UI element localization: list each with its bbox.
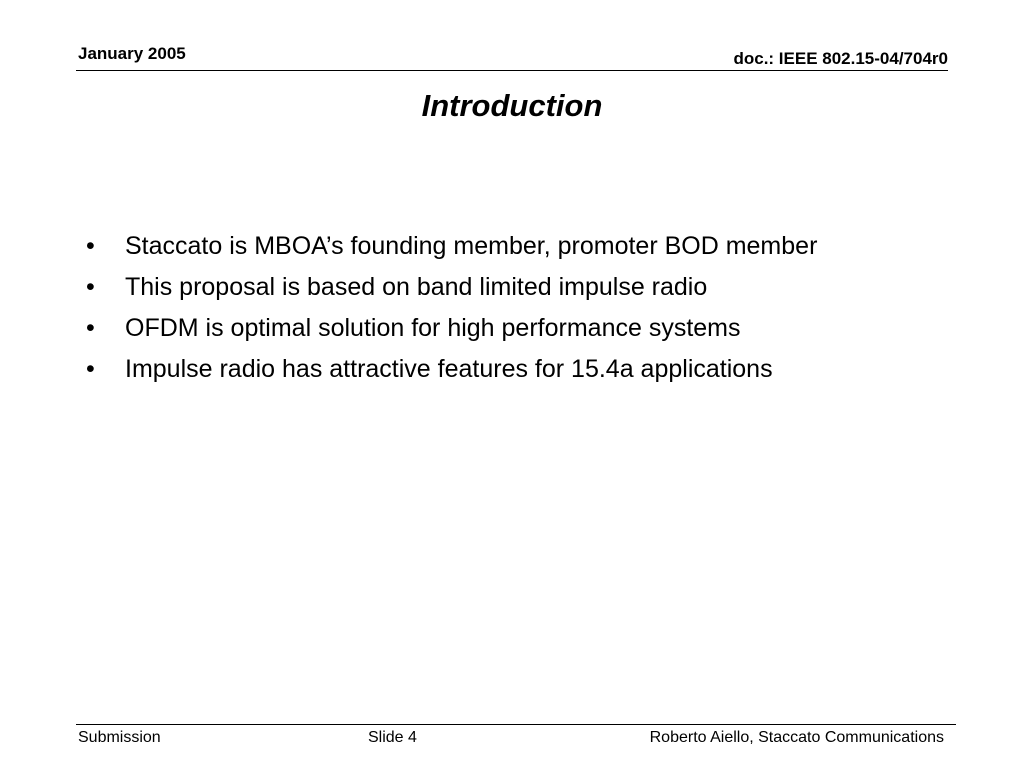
footer-slide-number: Slide 4 [368, 729, 417, 746]
bullet-dot-icon: • [86, 232, 95, 260]
bullet-list [86, 226, 966, 390]
bullet-item [86, 308, 966, 349]
header-divider [76, 70, 948, 71]
bullet-text: Impulse radio has attractive features for 15.4a applications [125, 355, 773, 383]
header-doc-id: doc.: IEEE 802.15-04/704r0 [733, 49, 948, 68]
bullet-item [86, 226, 966, 267]
footer-submission: Submission [78, 729, 161, 746]
bullet-text: OFDM is optimal solution for high performance systems [125, 314, 741, 342]
slide-title: Introduction [421, 88, 603, 123]
bullet-item [86, 267, 966, 308]
bullet-dot-icon: • [86, 314, 95, 342]
bullet-item [86, 349, 966, 390]
footer-author: Roberto Aiello, Staccato Communications [649, 729, 944, 746]
footer-divider [76, 724, 956, 725]
bullet-dot-icon: • [86, 273, 95, 301]
bullet-dot-icon: • [86, 355, 95, 383]
bullet-text: Staccato is MBOA’s founding member, promoter BOD member [125, 232, 818, 260]
header-date: January 2005 [78, 44, 186, 63]
bullet-text: This proposal is based on band limited impulse radio [125, 273, 708, 301]
